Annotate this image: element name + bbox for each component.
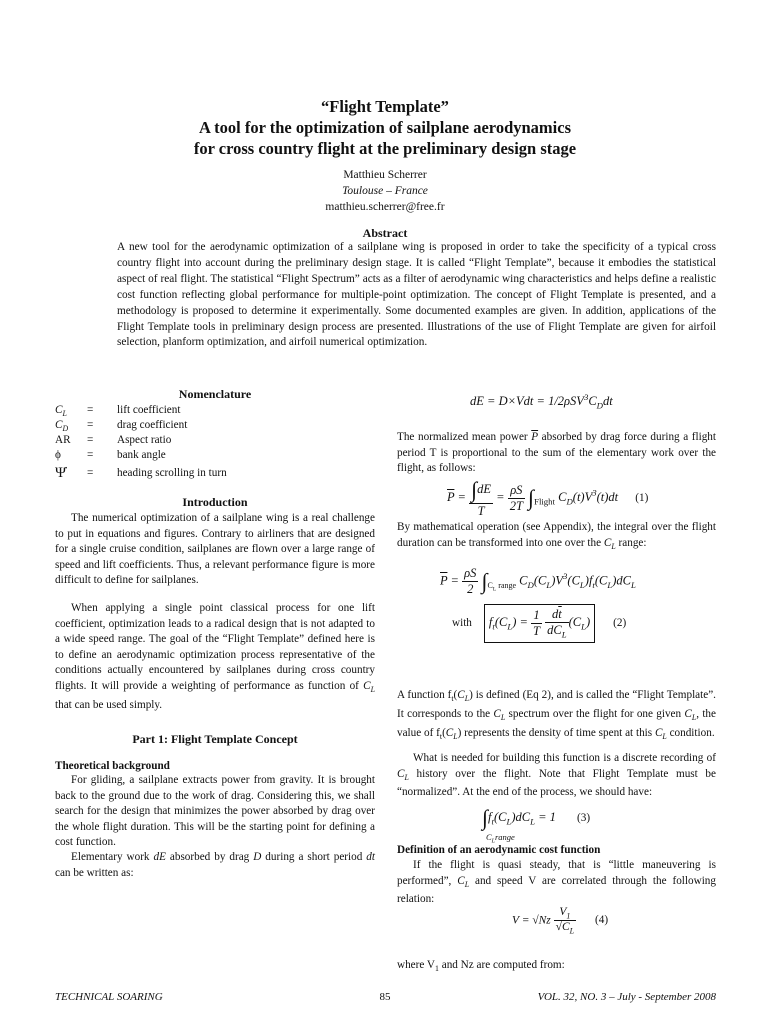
flight-template-definition-paragraph: A function $f_t(C_L)$ is defined (Eq 2), and is called the “Flight Template”. It corresponds to the $C_L$ spectrum over the flight for one given $C_L$, the value of $f_t(C_L)$ represents the density of time spent at this $C_L$ condition.	[397, 689, 716, 741]
introduction-paragraph-2: When applying a single point classical process for one lift coefficient, optimization leads to a radical design that is not adapted to a wide speed range. The goal of the “Flight Template” defined here is to define an aerodynamic optimization process representative of the conditions actually encountered by sailplanes during cross country flights. It will provide a weighting of performance as function of $C_L$ that can be used simply.	[55, 602, 375, 711]
quasi-steady-paragraph: If the flight is quasi steady, that is “little maneuvering is performed”, $C_L$ and speed V are correlated through the following relation:	[397, 859, 716, 906]
abstract-text: A new tool for the aerodynamic optimization of a sailplane wing is proposed in order to take the specificity of a typical cross country flight into account during the preliminary design stage. It is called “Flight Template”, because it embodies the statistical aspect of real flight. The statistical “Flight Spectrum” acts as a filter of aerodynamic wing characteristics and helps define a realistic cost function reflecting global performance for multiple-point optimization. The concept of Flight Template is presented, and a methodology is proposed to determine it experimentally. Some documented examples are given. In addition, applications of the Flight Template tools in preliminary design process are presented. Illustrations of the use of Flight Template are given for airfoil selection, planform optimization, and airfoil numerical optimization.	[117, 241, 716, 349]
where-paragraph: where $V_1$ and Nz are computed from:	[397, 959, 565, 974]
equation-3: $\int f_t(C_L)dC_L = 1$ (3)	[482, 805, 591, 830]
equation-4: V = √Nz $\frac{V_1}{√C_L}$ (4)	[512, 906, 609, 936]
equation-3-range: $C_Lrange$	[486, 832, 515, 845]
theoretical-background-heading: Theoretical background	[55, 760, 170, 772]
footer-volume: VOL. 32, NO. 3 – July - September 2008	[537, 991, 716, 1003]
author-name: Matthieu Scherrer	[343, 169, 427, 181]
nomenclature-equals: =	[87, 449, 94, 461]
nomenclature-symbol: AR	[55, 434, 71, 446]
introduction-paragraph-1: The numerical optimization of a sailplane wing is a real challenge to put in equations and figures. Contrary to airliners that are designed for a single cruise condition, sailplanes are flown over a large range of speed and lift coefficients. Thus, a relevant performance figure is more difficult to define for sailplanes.	[55, 512, 375, 587]
nomenclature-equals: =	[87, 434, 94, 446]
nomenclature-equals: =	[87, 467, 94, 479]
nomenclature-definition: heading scrolling in turn	[117, 467, 227, 479]
math-operation-paragraph: By mathematical operation (see Appendix), the integral over the flight duration can be transformed into one over the $C_L$ range:	[397, 521, 716, 551]
nomenclature-heading: Nomenclature	[178, 387, 252, 401]
footer-journal: TECHNICAL SOARING	[55, 991, 163, 1003]
mean-power-paragraph: The normalized mean power $\overline{P}$ absorbed by drag force during a flight period T is proportional to the sum of the elementary work over the flight, as follows:	[397, 431, 716, 475]
footer-page-number: 85	[379, 991, 391, 1003]
nomenclature-definition: lift coefficient	[117, 404, 181, 416]
theory-paragraph-2: Elementary work dE absorbed by drag D during a short period dt can be written as:	[55, 851, 375, 879]
author-location: Toulouse – France	[342, 185, 428, 197]
nomenclature-equals: =	[87, 419, 94, 431]
abstract-heading: Abstract	[362, 226, 408, 240]
theory-paragraph-1: For gliding, a sailplane extracts power from gravity. It is brought back to the ground due to the work of drag. Considering this, we shall search for the design that minimizes the power absorbed by drag over the whole flight duration. This will be the starting point for defining a cost function.	[55, 774, 375, 849]
nomenclature-definition: bank angle	[117, 449, 166, 461]
equation-2-integral: $\overline{P}$ = $\frac{\rho S}{2}$ $\int_{C_L range}$ $C_D(C_L)V^3(C_L)f_t(C_L)dC_L$	[440, 566, 636, 596]
nomenclature-symbol: ϕ	[55, 449, 61, 461]
nomenclature-definition: drag coefficient	[117, 419, 188, 431]
author-email[interactable]: matthieu.scherrer@free.fr	[325, 201, 445, 213]
nomenclature-symbol: $C_D$	[55, 419, 69, 434]
paper-title-quote: “Flight Template”	[321, 97, 449, 116]
cost-function-heading: Definition of an aerodynamic cost function	[397, 844, 601, 856]
equation-2-definition: with $f_t(C_L)$ = $\frac{1}{T}$ $\frac{d\overline{t}}{dC_L}$ $(C_L)$ (2)	[452, 604, 626, 643]
nomenclature-symbol: $C_L$	[55, 404, 67, 419]
needed-paragraph: What is needed for building this function is a discrete recording of $C_L$ history over the flight. Note that Flight Template must be “normalized”. At the end of the process, we should have:	[397, 752, 716, 799]
equation-elementary-work: dE = $D\times Vdt = 1/2\rho SV^3C_Ddt$	[470, 392, 613, 411]
introduction-heading: Introduction	[182, 495, 248, 509]
equation-1: $\overline{P}$ = $\frac{\int dE}{T}$ = $\frac{\rho S}{2T}$ $\int_{Flight}$ $C_D(t)V^3(t)dt$ (1)	[447, 477, 649, 518]
paper-title-line-3: for cross country flight at the preliminary design stage	[193, 139, 577, 158]
paper-title-line-2: A tool for the optimization of sailplane aerodynamics	[198, 118, 571, 137]
nomenclature-equals: =	[87, 404, 94, 416]
nomenclature-definition: Aspect ratio	[117, 434, 172, 446]
part1-heading: Part 1: Flight Template Concept	[132, 732, 298, 746]
nomenclature-symbol: Ψ̇	[55, 465, 67, 481]
